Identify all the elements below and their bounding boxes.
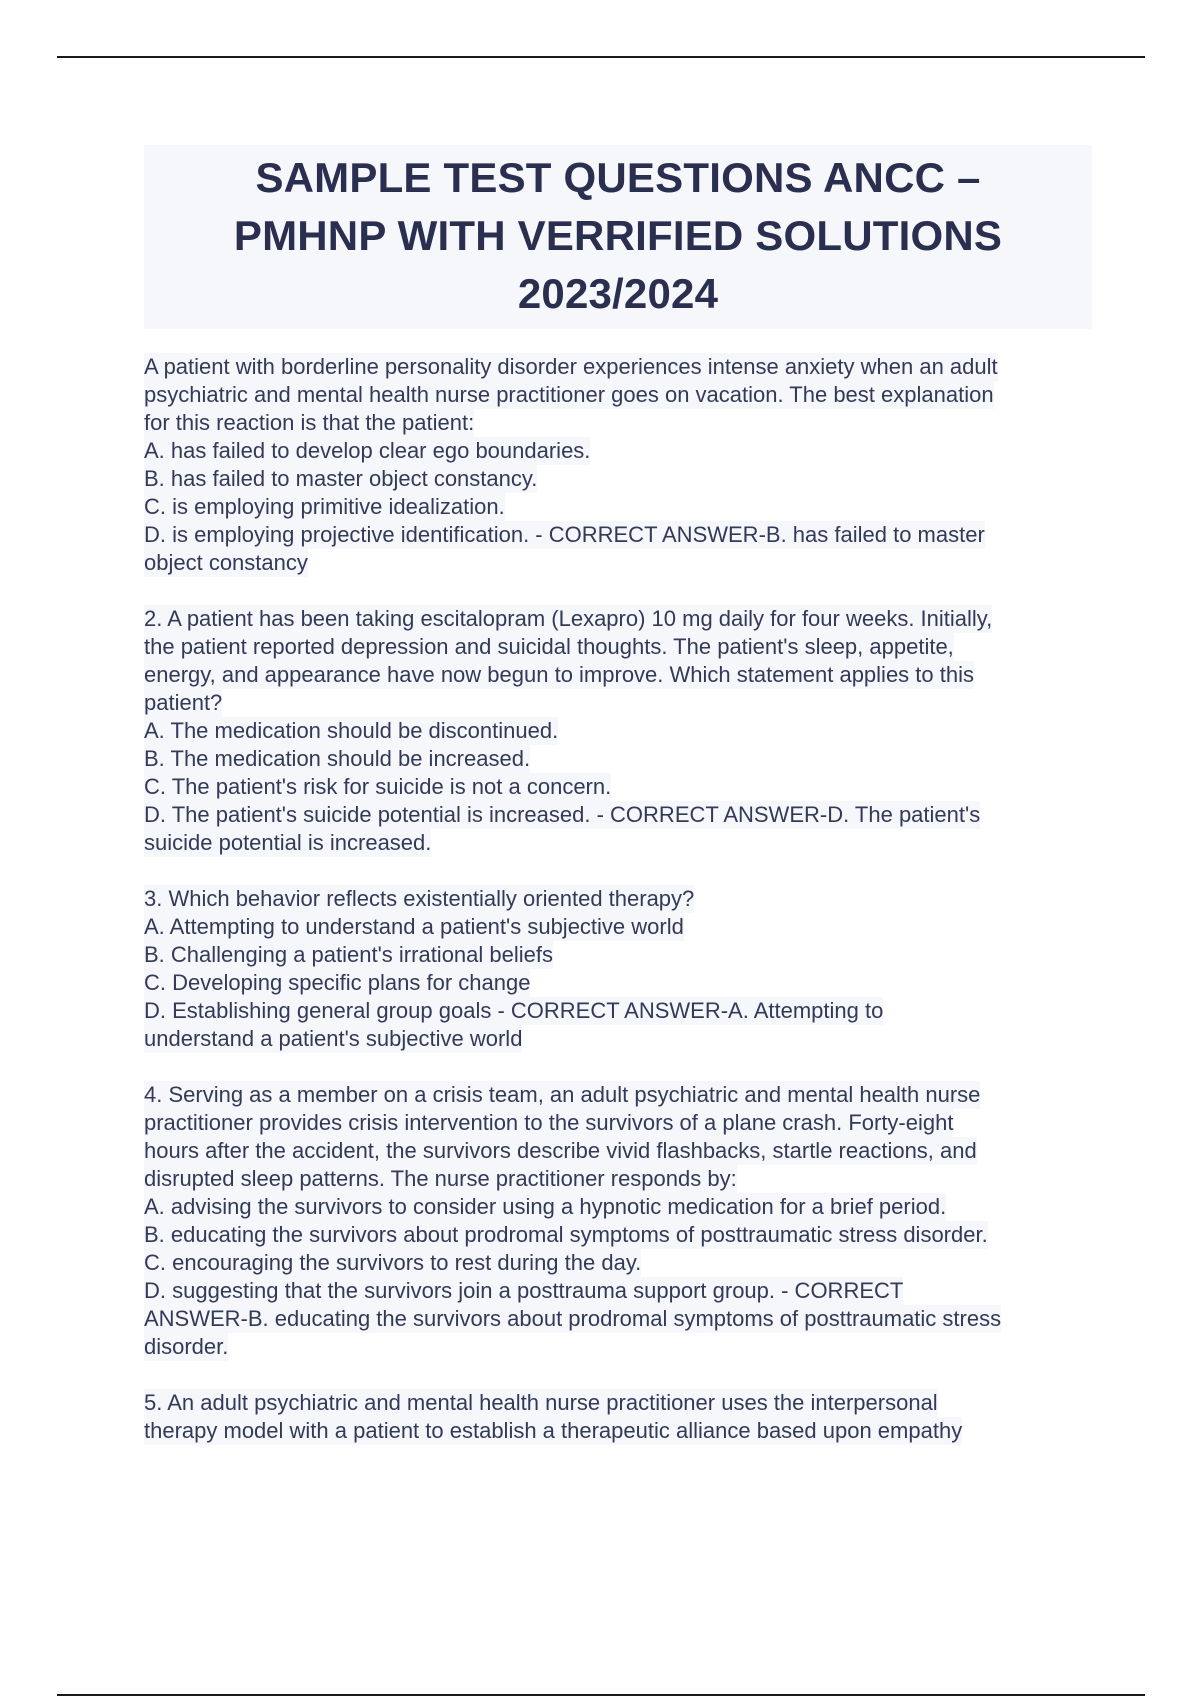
text-line: 5. An adult psychiatric and mental health nurse practitioner uses the interpersonal <box>144 1390 938 1415</box>
text-line: psychiatric and mental health nurse practitioner goes on vacation. The best explanation <box>144 382 994 407</box>
answer-option: B. The medication should be increased. <box>144 746 531 771</box>
answer-option: B. Challenging a patient's irrational beliefs <box>144 942 553 967</box>
title-line: PMHNP WITH VERRIFIED SOLUTIONS <box>233 212 1003 259</box>
text-line: disorder. <box>144 1334 229 1359</box>
answer-option: D. Establishing general group goals - CORRECT ANSWER-A. Attempting to <box>144 998 884 1023</box>
question-4 <box>144 1081 1092 1361</box>
answer-option: C. is employing primitive idealization. <box>144 494 505 519</box>
text-line: 3. Which behavior reflects existentially oriented therapy? <box>144 886 695 911</box>
text-line: disrupted sleep patterns. The nurse practitioner responds by: <box>144 1166 737 1191</box>
answer-option: C. Developing specific plans for change <box>144 970 531 995</box>
text-line: hours after the accident, the survivors describe vivid flashbacks, startle reactions, and <box>144 1138 977 1163</box>
answer-option: A. The medication should be discontinued. <box>144 718 559 743</box>
document-page <box>144 145 1092 1473</box>
question-5 <box>144 1389 1092 1445</box>
text-line: for this reaction is that the patient: <box>144 410 475 435</box>
title-line: SAMPLE TEST QUESTIONS ANCC – <box>255 154 981 201</box>
text-line: 4. Serving as a member on a crisis team, an adult psychiatric and mental health nurse <box>144 1082 981 1107</box>
text-line: the patient reported depression and suicidal thoughts. The patient's sleep, appetite, <box>144 634 954 659</box>
text-line: ANSWER-B. educating the survivors about prodromal symptoms of posttraumatic stress <box>144 1306 1002 1331</box>
bottom-rule <box>57 1694 1145 1696</box>
answer-option: B. has failed to master object constancy. <box>144 466 538 491</box>
question-3 <box>144 885 1092 1053</box>
text-line: object constancy <box>144 550 308 575</box>
text-line: patient? <box>144 690 223 715</box>
question-1 <box>144 353 1092 577</box>
text-line: energy, and appearance have now begun to improve. Which statement applies to this <box>144 662 974 687</box>
answer-option: A. has failed to develop clear ego boundaries. <box>144 438 591 463</box>
text-line: suicide potential is increased. <box>144 830 432 855</box>
answer-option: D. The patient's suicide potential is increased. - CORRECT ANSWER-D. The patient's <box>144 802 981 827</box>
top-rule <box>57 56 1145 58</box>
text-line: practitioner provides crisis intervention to the survivors of a plane crash. Forty-eight <box>144 1110 954 1135</box>
document-title <box>144 145 1092 329</box>
answer-option: C. The patient's risk for suicide is not a concern. <box>144 774 612 799</box>
text-line: 2. A patient has been taking escitalopram (Lexapro) 10 mg daily for four weeks. Initially, <box>144 606 993 631</box>
answer-option: C. encouraging the survivors to rest during the day. <box>144 1250 642 1275</box>
answer-option: D. suggesting that the survivors join a posttrauma support group. - CORRECT <box>144 1278 904 1303</box>
text-line: A patient with borderline personality disorder experiences intense anxiety when an adult <box>144 354 998 379</box>
text-line: therapy model with a patient to establish a therapeutic alliance based upon empathy <box>144 1418 963 1443</box>
question-2 <box>144 605 1092 857</box>
question-list <box>144 353 1092 1445</box>
answer-option: D. is employing projective identification. - CORRECT ANSWER-B. has failed to master <box>144 522 985 547</box>
title-line: 2023/2024 <box>517 270 719 317</box>
answer-option: A. advising the survivors to consider using a hypnotic medication for a brief period. <box>144 1194 947 1219</box>
answer-option: B. educating the survivors about prodromal symptoms of posttraumatic stress disorder. <box>144 1222 988 1247</box>
answer-option: A. Attempting to understand a patient's subjective world <box>144 914 684 939</box>
text-line: understand a patient's subjective world <box>144 1026 523 1051</box>
